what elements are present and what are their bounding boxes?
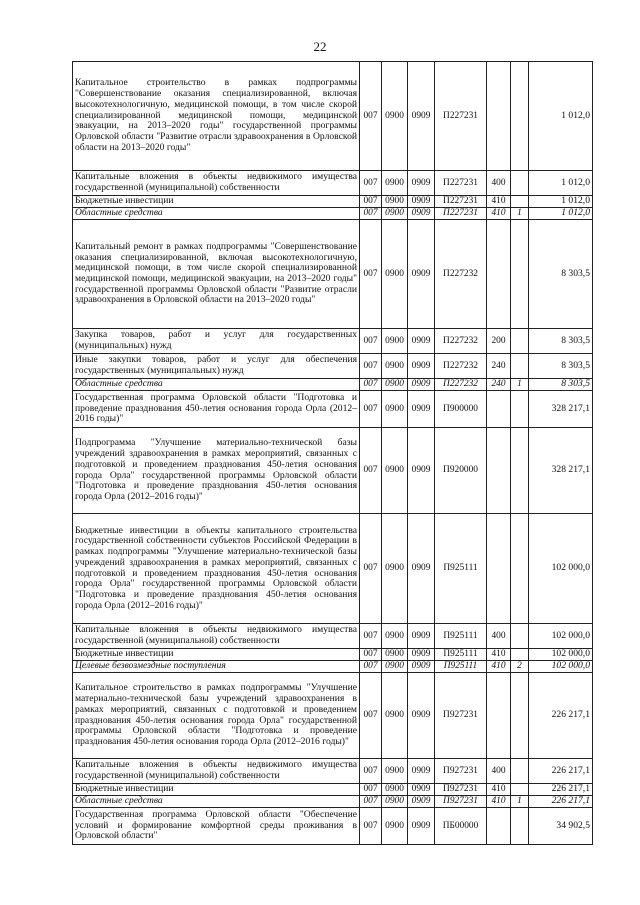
subsection-code: 0909 [408, 796, 435, 808]
target-code: П927231 [435, 759, 487, 784]
target-code: П227231 [435, 62, 487, 171]
funding-source [511, 759, 529, 784]
subsection-code: 0909 [408, 784, 435, 796]
ved-code: 007 [360, 208, 382, 220]
funding-source [511, 62, 529, 171]
ved-code: 007 [360, 196, 382, 208]
row-name: Капитальные вложения в объекты недвижимого имущества государственной (муниципальной) собственности [73, 759, 360, 784]
subsection-code: 0909 [408, 428, 435, 514]
table-row [73, 196, 593, 208]
ved-code: 007 [360, 428, 382, 514]
subsection-code: 0909 [408, 220, 435, 329]
ved-code: 007 [360, 649, 382, 661]
target-code: П925111 [435, 514, 487, 624]
expense-type: 240 [487, 354, 511, 379]
ved-code: 007 [360, 379, 382, 391]
section-code: 0900 [382, 220, 408, 329]
target-code: П927231 [435, 673, 487, 759]
target-code: П227231 [435, 196, 487, 208]
subsection-code: 0909 [408, 391, 435, 428]
table-row [73, 208, 593, 220]
expense-type: 240 [487, 379, 511, 391]
target-code: П925111 [435, 649, 487, 661]
expense-type [487, 428, 511, 514]
target-code: П920000 [435, 428, 487, 514]
section-code: 0900 [382, 759, 408, 784]
section-code: 0900 [382, 784, 408, 796]
subsection-code: 0909 [408, 354, 435, 379]
expense-type: 410 [487, 784, 511, 796]
ved-code: 007 [360, 796, 382, 808]
target-code: П227231 [435, 208, 487, 220]
funding-source [511, 220, 529, 329]
table-row [73, 649, 593, 661]
funding-source: 2 [511, 661, 529, 673]
amount: 328 217,1 [529, 391, 593, 428]
section-code: 0900 [382, 649, 408, 661]
expense-type [487, 673, 511, 759]
expense-type [487, 808, 511, 845]
subsection-code: 0909 [408, 661, 435, 673]
table-row [73, 759, 593, 784]
table-row [73, 62, 593, 171]
row-name: Капитальные вложения в объекты недвижимого имущества государственной (муниципальной) собственности [73, 624, 360, 649]
subsection-code: 0909 [408, 171, 435, 196]
subsection-code: 0909 [408, 208, 435, 220]
table-row [73, 220, 593, 329]
ved-code: 007 [360, 391, 382, 428]
funding-source [511, 784, 529, 796]
amount: 226 217,1 [529, 784, 593, 796]
row-name: Иные закупки товаров, работ и услуг для обеспечения государственных (муниципальных) нужд [73, 354, 360, 379]
funding-source [511, 391, 529, 428]
row-name: Бюджетные инвестиции [73, 649, 360, 661]
expense-type [487, 391, 511, 428]
target-code: П227232 [435, 329, 487, 354]
amount: 8 303,5 [529, 220, 593, 329]
section-code: 0900 [382, 329, 408, 354]
table-row [73, 354, 593, 379]
target-code: П927231 [435, 796, 487, 808]
table-row [73, 784, 593, 796]
section-code: 0900 [382, 196, 408, 208]
row-name: Закупка товаров, работ и услуг для государственных (муниципальных) нужд [73, 329, 360, 354]
subsection-code: 0909 [408, 759, 435, 784]
ved-code: 007 [360, 784, 382, 796]
subsection-code: 0909 [408, 673, 435, 759]
amount: 1 012,0 [529, 208, 593, 220]
amount: 102 000,0 [529, 514, 593, 624]
ved-code: 007 [360, 171, 382, 196]
ved-code: 007 [360, 329, 382, 354]
subsection-code: 0909 [408, 808, 435, 845]
ved-code: 007 [360, 514, 382, 624]
section-code: 0900 [382, 808, 408, 845]
amount: 1 012,0 [529, 171, 593, 196]
table-row [73, 391, 593, 428]
target-code: П227232 [435, 354, 487, 379]
section-code: 0900 [382, 379, 408, 391]
expense-type: 410 [487, 208, 511, 220]
row-name: Капитальный ремонт в рамках подпрограммы "Совершенствование оказания специализированной, включая высокотехнологичную, медицинской помощи, в том числе скорой специализированной медицинской помощи, медицинской эвакуации, на 2013–2020 годы" государственной программы Орловской области "Развитие отрасли здравоохранения в Орловской области на 2013–2020 годы" [73, 220, 360, 329]
expense-type: 410 [487, 196, 511, 208]
subsection-code: 0909 [408, 62, 435, 171]
table-row [73, 514, 593, 624]
amount: 102 000,0 [529, 661, 593, 673]
table-row [73, 428, 593, 514]
amount: 226 217,1 [529, 759, 593, 784]
expense-type: 200 [487, 329, 511, 354]
target-code: ПБ00000 [435, 808, 487, 845]
expense-type: 400 [487, 171, 511, 196]
amount: 8 303,5 [529, 379, 593, 391]
row-name: Бюджетные инвестиции [73, 784, 360, 796]
funding-source [511, 171, 529, 196]
ved-code: 007 [360, 62, 382, 171]
target-code: П900000 [435, 391, 487, 428]
row-name: Подпрограмма "Улучшение материально-технической базы учреждений здравоохранения в рамках мероприятий, связанных с подготовкой и проведением празднования 450-летия основания города Орла" государственной программы Орловской области "Подготовка и проведение празднования 450-летия основания города Орла (2012–2016 годы)" [73, 428, 360, 514]
row-name: Областные средства [73, 796, 360, 808]
row-name: Областные средства [73, 379, 360, 391]
funding-source: 1 [511, 379, 529, 391]
ved-code: 007 [360, 624, 382, 649]
funding-source [511, 428, 529, 514]
subsection-code: 0909 [408, 379, 435, 391]
expense-type: 410 [487, 661, 511, 673]
row-name: Капитальное строительство в рамках подпрограммы "Совершенствование оказания специализированной, включая высокотехнологичную, медицинской помощи, в том числе скорой специализированной медицинской помощи, медицинской эвакуации, на 2013–2020 годы" государственной программы Орловской области "Развитие отрасли здравоохранения в Орловской области на 2013–2020 годы" [73, 62, 360, 171]
section-code: 0900 [382, 428, 408, 514]
subsection-code: 0909 [408, 329, 435, 354]
table-row [73, 329, 593, 354]
expense-type [487, 220, 511, 329]
subsection-code: 0909 [408, 514, 435, 624]
funding-source [511, 514, 529, 624]
ved-code: 007 [360, 808, 382, 845]
subsection-code: 0909 [408, 196, 435, 208]
ved-code: 007 [360, 354, 382, 379]
amount: 102 000,0 [529, 624, 593, 649]
budget-table [72, 61, 593, 845]
amount: 328 217,1 [529, 428, 593, 514]
amount: 226 217,1 [529, 796, 593, 808]
row-name: Областные средства [73, 208, 360, 220]
section-code: 0900 [382, 354, 408, 379]
amount: 102 000,0 [529, 649, 593, 661]
funding-source: 1 [511, 796, 529, 808]
funding-source [511, 808, 529, 845]
section-code: 0900 [382, 171, 408, 196]
funding-source [511, 329, 529, 354]
ved-code: 007 [360, 673, 382, 759]
amount: 1 012,0 [529, 62, 593, 171]
funding-source [511, 649, 529, 661]
table-row [73, 379, 593, 391]
expense-type [487, 514, 511, 624]
section-code: 0900 [382, 208, 408, 220]
row-name: Капитальные вложения в объекты недвижимого имущества государственной (муниципальной) собственности [73, 171, 360, 196]
subsection-code: 0909 [408, 624, 435, 649]
table-row [73, 171, 593, 196]
table-row [73, 796, 593, 808]
section-code: 0900 [382, 391, 408, 428]
expense-type [487, 62, 511, 171]
section-code: 0900 [382, 673, 408, 759]
ved-code: 007 [360, 759, 382, 784]
expense-type: 410 [487, 796, 511, 808]
target-code: П227231 [435, 171, 487, 196]
ved-code: 007 [360, 661, 382, 673]
funding-source [511, 354, 529, 379]
section-code: 0900 [382, 796, 408, 808]
row-name: Бюджетные инвестиции [73, 196, 360, 208]
section-code: 0900 [382, 624, 408, 649]
expense-type: 410 [487, 649, 511, 661]
ved-code: 007 [360, 220, 382, 329]
target-code: П227232 [435, 220, 487, 329]
subsection-code: 0909 [408, 649, 435, 661]
target-code: П925111 [435, 624, 487, 649]
amount: 8 303,5 [529, 354, 593, 379]
target-code: П927231 [435, 784, 487, 796]
table-row [73, 808, 593, 845]
section-code: 0900 [382, 514, 408, 624]
target-code: П925111 [435, 661, 487, 673]
funding-source: 1 [511, 208, 529, 220]
expense-type: 400 [487, 759, 511, 784]
amount: 226 217,1 [529, 673, 593, 759]
table-row [73, 624, 593, 649]
table-row [73, 661, 593, 673]
page-number: 22 [313, 39, 327, 54]
table-row [73, 673, 593, 759]
amount: 1 012,0 [529, 196, 593, 208]
funding-source [511, 624, 529, 649]
funding-source [511, 196, 529, 208]
amount: 34 902,5 [529, 808, 593, 845]
row-name: Государственная программа Орловской области "Обеспечение условий и формирование комфортной среды проживания в Орловской области" [73, 808, 360, 845]
funding-source [511, 673, 529, 759]
section-code: 0900 [382, 661, 408, 673]
amount: 8 303,5 [529, 329, 593, 354]
target-code: П227232 [435, 379, 487, 391]
row-name: Капитальное строительство в рамках подпрограммы "Улучшение материально-технической базы учреждений здравоохранения в рамках мероприятий, связанных с подготовкой и проведением празднования 450-летия основания города Орла" государственной программы Орловской области "Подготовка и проведение празднования 450-летия основания города Орла (2012–2016 годы)" [73, 673, 360, 759]
row-name: Целевые безвозмездные поступления [73, 661, 360, 673]
row-name: Бюджетные инвестиции в объекты капитального строительства государственной собственности субъектов Российской Федерации в рамках подпрограммы "Улучшение материально-технической базы учреждений здравоохранения в рамках мероприятий, связанных с подготовкой и проведением празднования 450-летия основания города Орла" государственной программы Орловской области "Подготовка и проведение празднования 450-летия основания города Орла (2012–2016 годы)" [73, 514, 360, 624]
expense-type: 400 [487, 624, 511, 649]
row-name: Государственная программа Орловской области "Подготовка и проведение празднования 450-летия основания города Орла (2012–2016 годы)" [73, 391, 360, 428]
section-code: 0900 [382, 62, 408, 171]
